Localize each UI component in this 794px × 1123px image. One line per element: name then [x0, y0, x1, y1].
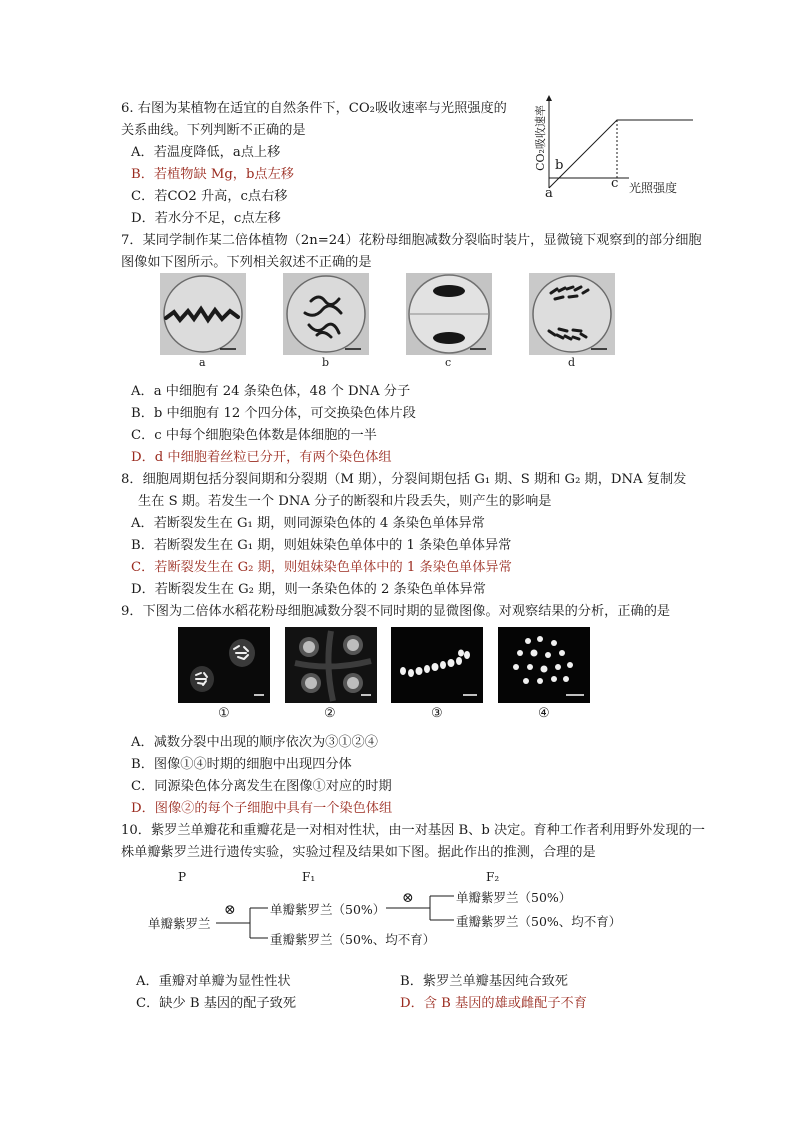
- q6-y-label: CO₂吸收速率: [533, 105, 547, 171]
- q7-caption-b: b: [322, 356, 330, 369]
- q9-stem-line1: 9．下图为二倍体水稻花粉母细胞减数分裂不同时期的显微图像。对观察结果的分析，正确的是: [121, 604, 671, 619]
- q6-option-c: C．若CO2 升高，c点右移: [131, 189, 288, 204]
- q7-caption-c: c: [445, 356, 452, 369]
- q9-micrograph-2: [285, 627, 377, 703]
- q7-option-a: A．a 中细胞有 24 条染色体，48 个 DNA 分子: [131, 384, 411, 399]
- q10-f2-single: 单瓣紫罗兰（50%）: [456, 890, 572, 905]
- q6-option-a: A．若温度降低，a点上移: [131, 145, 281, 160]
- q9-option-d: D．图像②的每个子细胞中具有一个染色体组: [131, 801, 393, 816]
- q10-option-a: A．重瓣对单瓣为显性性状: [136, 974, 291, 989]
- q6-point-a: a: [545, 186, 553, 201]
- q10-f1-label: F₁: [302, 870, 316, 884]
- q10-cross-symbol-2: ⊗: [402, 890, 414, 906]
- q10-f1-double: 重瓣紫罗兰（50%、均不育）: [270, 932, 436, 947]
- q9-option-b: B．图像①④时期的细胞中出现四分体: [131, 757, 352, 772]
- q10-p-label: P: [178, 870, 187, 884]
- q9-option-a: A．减数分裂中出现的顺序依次为③①②④: [131, 735, 378, 750]
- q6-option-b: B．若植物缺 Mg，b点左移: [131, 167, 294, 182]
- q10-stem-line2: 株单瓣紫罗兰进行遗传实验，实验过程及结果如下图。据此作出的推测，合理的是: [121, 845, 596, 860]
- q10-option-d: D．含 B 基因的雄或雌配子不育: [400, 996, 587, 1011]
- q7-stem-line2: 图像如下图所示。下列相关叙述不正确的是: [121, 255, 372, 270]
- q7-caption-d: d: [568, 356, 576, 369]
- q7-option-c: C．c 中每个细胞染色体数是体细胞的一半: [131, 428, 377, 443]
- q10-option-c: C．缺少 B 基因的配子致死: [136, 996, 297, 1011]
- q7-micrograph-d: [529, 273, 615, 355]
- q9-micrograph-4: [498, 627, 590, 703]
- q9-micrograph-3: [391, 627, 483, 703]
- q6-stem-line1: 6. 右图为某植物在适宜的自然条件下，CO₂吸收速率与光照强度的: [121, 101, 507, 116]
- q9-caption-3: ③: [431, 706, 443, 721]
- q10-parent-label: 单瓣紫罗兰: [148, 916, 211, 931]
- q8-option-a: A．若断裂发生在 G₁ 期，则同源染色体的 4 条染色单体异常: [131, 516, 485, 531]
- q10-cross-symbol-1: ⊗: [224, 902, 236, 918]
- q10-cross-diagram: [140, 866, 660, 956]
- q10-f2-label: F₂: [486, 870, 500, 884]
- q9-option-c: C．同源染色体分离发生在图像①对应的时期: [131, 779, 392, 794]
- q6-stem-line2: 关系曲线。下列判断不正确的是: [121, 123, 306, 138]
- q8-option-d: D．若断裂发生在 G₂ 期，则一条染色体的 2 条染色单体异常: [131, 582, 486, 597]
- q7-option-b: B．b 中细胞有 12 个四分体，可交换染色体片段: [131, 406, 416, 421]
- q9-caption-2: ②: [324, 706, 336, 721]
- q10-stem-line1: 10．紫罗兰单瓣花和重瓣花是一对相对性状，由一对基因 B、b 决定。育种工作者利用野外发现的一: [121, 823, 705, 838]
- q7-micrograph-c: [406, 273, 492, 355]
- q8-stem-line2: 生在 S 期。若发生一个 DNA 分子的断裂和片段丢失，则产生的影响是: [138, 494, 552, 509]
- q8-option-b: B．若断裂发生在 G₁ 期，则姐妹染色单体中的 1 条染色单体异常: [131, 538, 512, 553]
- q10-f1-single: 单瓣紫罗兰（50%）: [270, 902, 386, 917]
- q8-stem-line1: 8．细胞周期包括分裂间期和分裂期（M 期），分裂间期包括 G₁ 期、S 期和 G₂ 期，DNA 复制发: [121, 472, 687, 487]
- q10-option-b: B．紫罗兰单瓣基因纯合致死: [400, 974, 568, 989]
- q9-caption-4: ④: [538, 706, 550, 721]
- q9-caption-1: ①: [218, 706, 230, 721]
- q7-micrograph-a: [160, 273, 246, 355]
- q6-graph: [525, 92, 705, 202]
- q6-x-label: 光照强度: [629, 181, 678, 195]
- q8-option-c: C．若断裂发生在 G₂ 期，则姐妹染色单体中的 1 条染色单体异常: [131, 560, 512, 575]
- q7-option-d: D．d 中细胞着丝粒已分开，有两个染色体组: [131, 450, 392, 465]
- q6-point-c: c: [611, 176, 619, 191]
- q10-f2-double: 重瓣紫罗兰（50%、均不育）: [456, 914, 622, 929]
- q7-stem-line1: 7．某同学制作某二倍体植物（2n=24）花粉母细胞减数分裂临时装片，显微镜下观察到的部分细胞: [121, 233, 702, 248]
- q9-micrograph-1: [178, 627, 270, 703]
- q7-caption-a: a: [199, 356, 206, 369]
- q7-micrograph-b: [283, 273, 369, 355]
- q6-option-d: D．若水分不足，c点左移: [131, 211, 281, 226]
- q6-point-b: b: [555, 158, 564, 173]
